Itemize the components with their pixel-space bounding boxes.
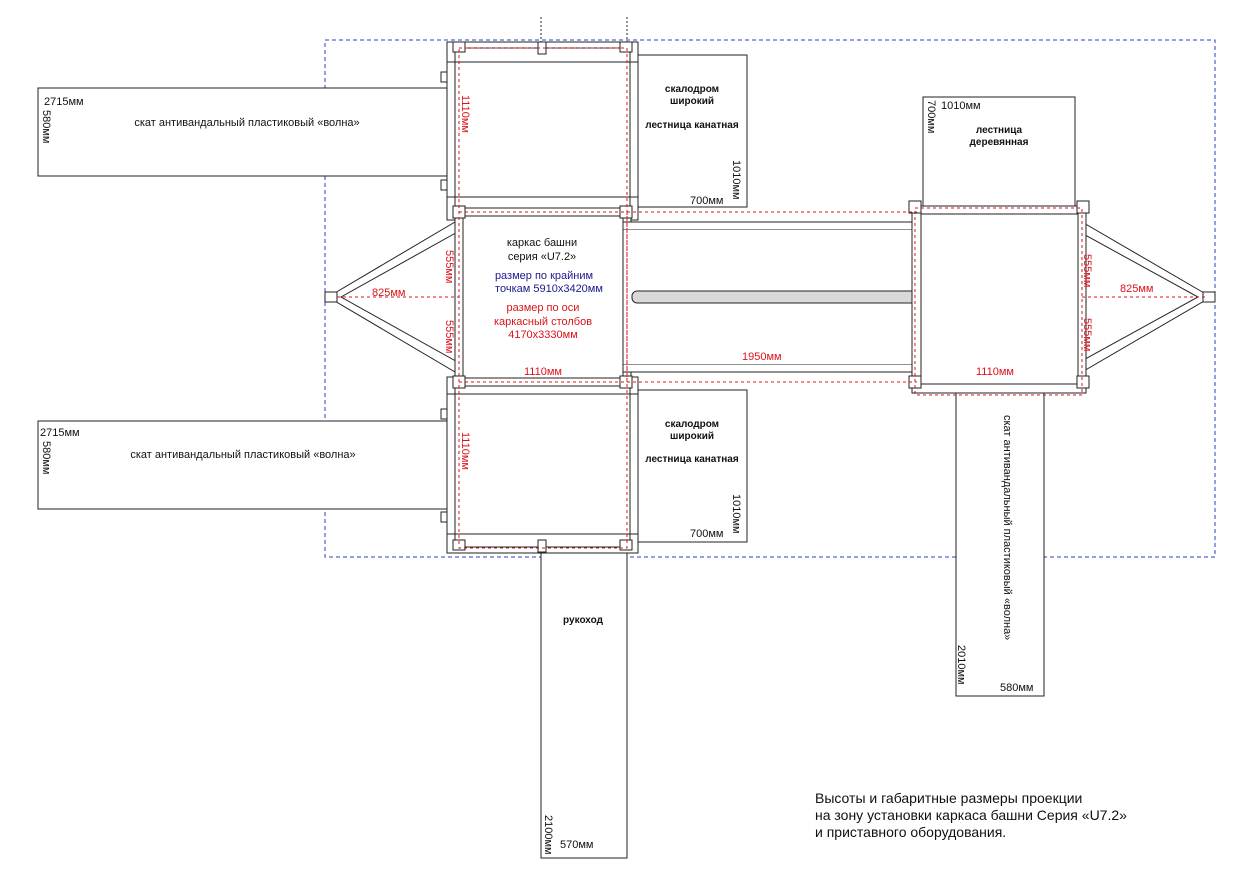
slide-top-left	[38, 72, 448, 190]
slide-top-left-length: 2715мм	[44, 96, 84, 108]
slide-bottom-left-length: 2715мм	[40, 427, 80, 439]
slide-bottom-left-label: скат антивандальный пластиковый «волна»	[130, 449, 356, 461]
climber-top	[637, 55, 747, 207]
wood-ladder	[923, 97, 1075, 207]
dim-left-upper: 555мм	[443, 250, 455, 284]
climber-bottom-width: 700мм	[690, 528, 724, 540]
climber-bottom-height: 1010мм	[730, 494, 742, 534]
dim-left-lower: 555мм	[443, 320, 455, 354]
module-top	[447, 42, 638, 220]
climber-top-line1: скалодром	[664, 84, 720, 95]
climber-bottom-line2: широкий	[670, 431, 714, 442]
monkey-bars	[541, 545, 627, 858]
dim-module-bottom: 1110мм	[459, 432, 471, 470]
caption-line1: Высоты и габаритные размеры проекции	[815, 790, 1083, 806]
axis-size-line2: каркасный столбов	[493, 316, 593, 328]
wood-ladder-height: 700мм	[925, 100, 937, 134]
axis-size-line3: 4170х3330мм	[508, 329, 578, 341]
slide-right-label: скат антивандальный пластиковый «волна»	[1001, 415, 1013, 641]
caption-line3: и приставного оборудования.	[815, 824, 1007, 840]
dim-bridge: 1950мм	[742, 351, 782, 363]
slide-right-length: 2010мм	[955, 645, 967, 685]
climber-top-line3: лестница канатная	[645, 120, 739, 131]
bridge-rail	[632, 291, 920, 303]
dim-module-top: 1110мм	[459, 95, 471, 133]
monkey-bars-width: 570мм	[560, 839, 594, 851]
slide-right-width: 580мм	[1000, 682, 1034, 694]
axis-size-line1: размер по оси	[506, 302, 580, 314]
slide-top-left-label: скат антивандальный пластиковый «волна»	[134, 117, 360, 129]
tower-title: каркас башни	[506, 237, 578, 249]
wood-ladder-line2: деревянная	[969, 137, 1029, 148]
dim-right-roof: 825мм	[1120, 283, 1154, 295]
dim-right-width: 1110мм	[976, 366, 1014, 378]
climber-top-width: 700мм	[690, 195, 724, 207]
dim-right-upper: 555мм	[1081, 254, 1093, 288]
slide-right	[955, 390, 1044, 696]
module-center	[453, 206, 632, 388]
climber-bottom-line3: лестница канатная	[645, 454, 739, 465]
bridge	[623, 222, 920, 372]
climber-bottom-line1: скалодром	[664, 419, 720, 430]
dim-right-lower: 555мм	[1081, 318, 1093, 352]
module-right	[909, 201, 1089, 393]
slide-bottom-left-width: 580мм	[40, 441, 52, 475]
wood-ladder-width: 1010мм	[941, 100, 981, 112]
outer-size-line1: размер по крайним	[494, 270, 594, 282]
dim-left-roof: 825мм	[372, 287, 406, 299]
wood-ladder-line1: лестница	[975, 125, 1023, 136]
tower-series: серия «U7.2»	[507, 251, 577, 263]
caption-line2: на зону установки каркаса башни Серия «U7.2»	[815, 807, 1127, 823]
slide-bottom-left	[38, 409, 448, 522]
slide-top-left-width: 580мм	[40, 110, 52, 144]
monkey-bars-length: 2100мм	[542, 815, 554, 855]
climber-top-height: 1010мм	[730, 160, 742, 200]
outer-size-line2: точкам 5910х3420мм	[495, 283, 603, 295]
monkey-bars-label: рукоход	[563, 615, 603, 626]
dim-center-width: 1110мм	[524, 366, 562, 378]
module-bottom	[447, 377, 638, 553]
climber-top-line2: широкий	[670, 96, 714, 107]
climber-bottom	[637, 390, 747, 542]
